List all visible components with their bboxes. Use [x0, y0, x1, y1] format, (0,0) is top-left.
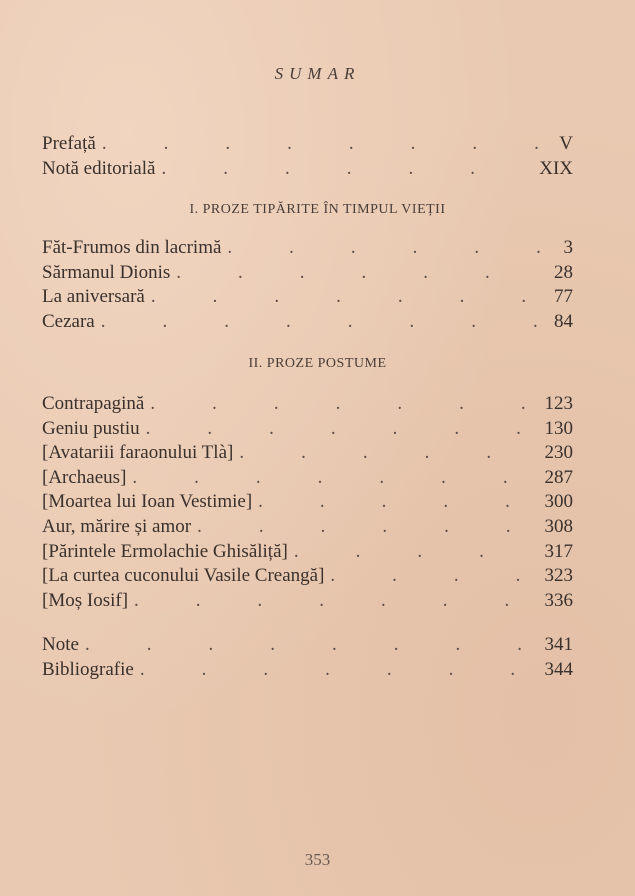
- dot-leader: [197, 515, 538, 540]
- dot-leader: [239, 441, 538, 466]
- toc-entry-page: 123: [544, 393, 573, 414]
- toc-entry-title: [La curtea cuconului Vasile Creangă]: [42, 565, 325, 587]
- toc-entry-title: Sărmanul Dionis: [42, 261, 171, 283]
- toc-entry-page: 130: [544, 417, 573, 439]
- toc-entry-page: V: [559, 133, 573, 154]
- toc-entry: [42, 310, 573, 335]
- dot-leader: [85, 633, 539, 658]
- dot-leader: [151, 285, 548, 310]
- toc-entry-title: [Avatariii faraonului Tlà]: [42, 442, 234, 464]
- toc-entry-title: Făt-Frumos din lacrimă: [42, 237, 222, 258]
- toc-entry-title: [Moș Iosif]: [42, 589, 129, 611]
- toc-entry: [42, 392, 573, 417]
- back-matter-list: [42, 633, 573, 682]
- dot-leader: [161, 157, 533, 182]
- dot-leader: [294, 540, 539, 565]
- dot-leader: [227, 236, 557, 261]
- toc-entry-page: 28: [554, 261, 573, 283]
- toc-entry-title: [Părintele Ermolachie Ghisăliță]: [42, 540, 288, 562]
- dot-leader: [102, 132, 553, 157]
- toc-entry-nota-editoriala: [42, 157, 573, 182]
- dot-leader: [330, 564, 538, 589]
- page-title: SUMAR: [274, 64, 361, 83]
- toc-entry: [42, 417, 573, 442]
- toc-entry-page: 287: [544, 466, 573, 488]
- toc-entry-title: Bibliografie: [42, 658, 134, 680]
- dot-leader: [146, 417, 539, 442]
- toc-entry-title: Prefață: [42, 133, 96, 154]
- toc-entry-title: Note: [42, 634, 79, 655]
- toc-entry-title: Aur, mărire și amor: [42, 515, 192, 537]
- toc-entry: [42, 515, 573, 540]
- toc-entry-title: [Moartea lui Ioan Vestimie]: [42, 491, 253, 513]
- toc-entry: [42, 441, 573, 466]
- toc-entry-title: Contrapagină: [42, 393, 145, 414]
- toc-entry-page: 300: [544, 491, 573, 513]
- toc-entry-page: 230: [544, 442, 573, 464]
- toc-entry-page: XIX: [539, 157, 573, 179]
- front-matter-list: [42, 132, 573, 181]
- toc-entry-note: [42, 633, 573, 658]
- dot-leader: [140, 658, 539, 683]
- toc-entry: [42, 490, 573, 515]
- toc-entry-title: La aniversară: [42, 286, 145, 308]
- page-number: 353: [304, 850, 331, 869]
- toc-entry: [42, 589, 573, 614]
- dot-leader: [176, 261, 548, 286]
- toc-entry-page: 84: [554, 310, 573, 332]
- toc-entry-title: Notă editorială: [42, 157, 156, 179]
- toc-entry: [42, 261, 573, 286]
- toc-entry-bibliografie: [42, 658, 573, 683]
- section-heading-1: I. PROZE TIPĂRITE ÎN TIMPUL VIEȚII: [189, 202, 446, 217]
- toc-entry-page: 336: [544, 589, 573, 611]
- dot-leader: [134, 589, 538, 614]
- toc-entry-page: 308: [544, 515, 573, 537]
- toc-entry-page: 77: [554, 286, 573, 308]
- dot-leader: [132, 466, 538, 491]
- toc-entry-page: 323: [544, 565, 573, 587]
- dot-leader: [258, 490, 538, 515]
- toc-entry-page: 344: [544, 658, 573, 680]
- section-2-list: [42, 392, 573, 613]
- toc-entry-title: Cezara: [42, 310, 95, 332]
- dot-leader: [150, 392, 538, 417]
- dot-leader: [101, 310, 548, 335]
- toc-entry-title: Geniu pustiu: [42, 417, 140, 439]
- section-1-list: [42, 236, 573, 334]
- toc-entry: [42, 466, 573, 491]
- section-heading-2: II. PROZE POSTUME: [248, 356, 387, 371]
- toc-entry-page: 3: [563, 237, 573, 258]
- toc-entry: [42, 564, 573, 589]
- toc-entry: [42, 285, 573, 310]
- toc-entry-page: 341: [544, 634, 573, 655]
- toc-entry: [42, 540, 573, 565]
- toc-entry-page: 317: [544, 540, 573, 562]
- toc-entry-prefata: [42, 132, 573, 157]
- toc-entry: [42, 236, 573, 261]
- toc-entry-title: [Archaeus]: [42, 466, 127, 488]
